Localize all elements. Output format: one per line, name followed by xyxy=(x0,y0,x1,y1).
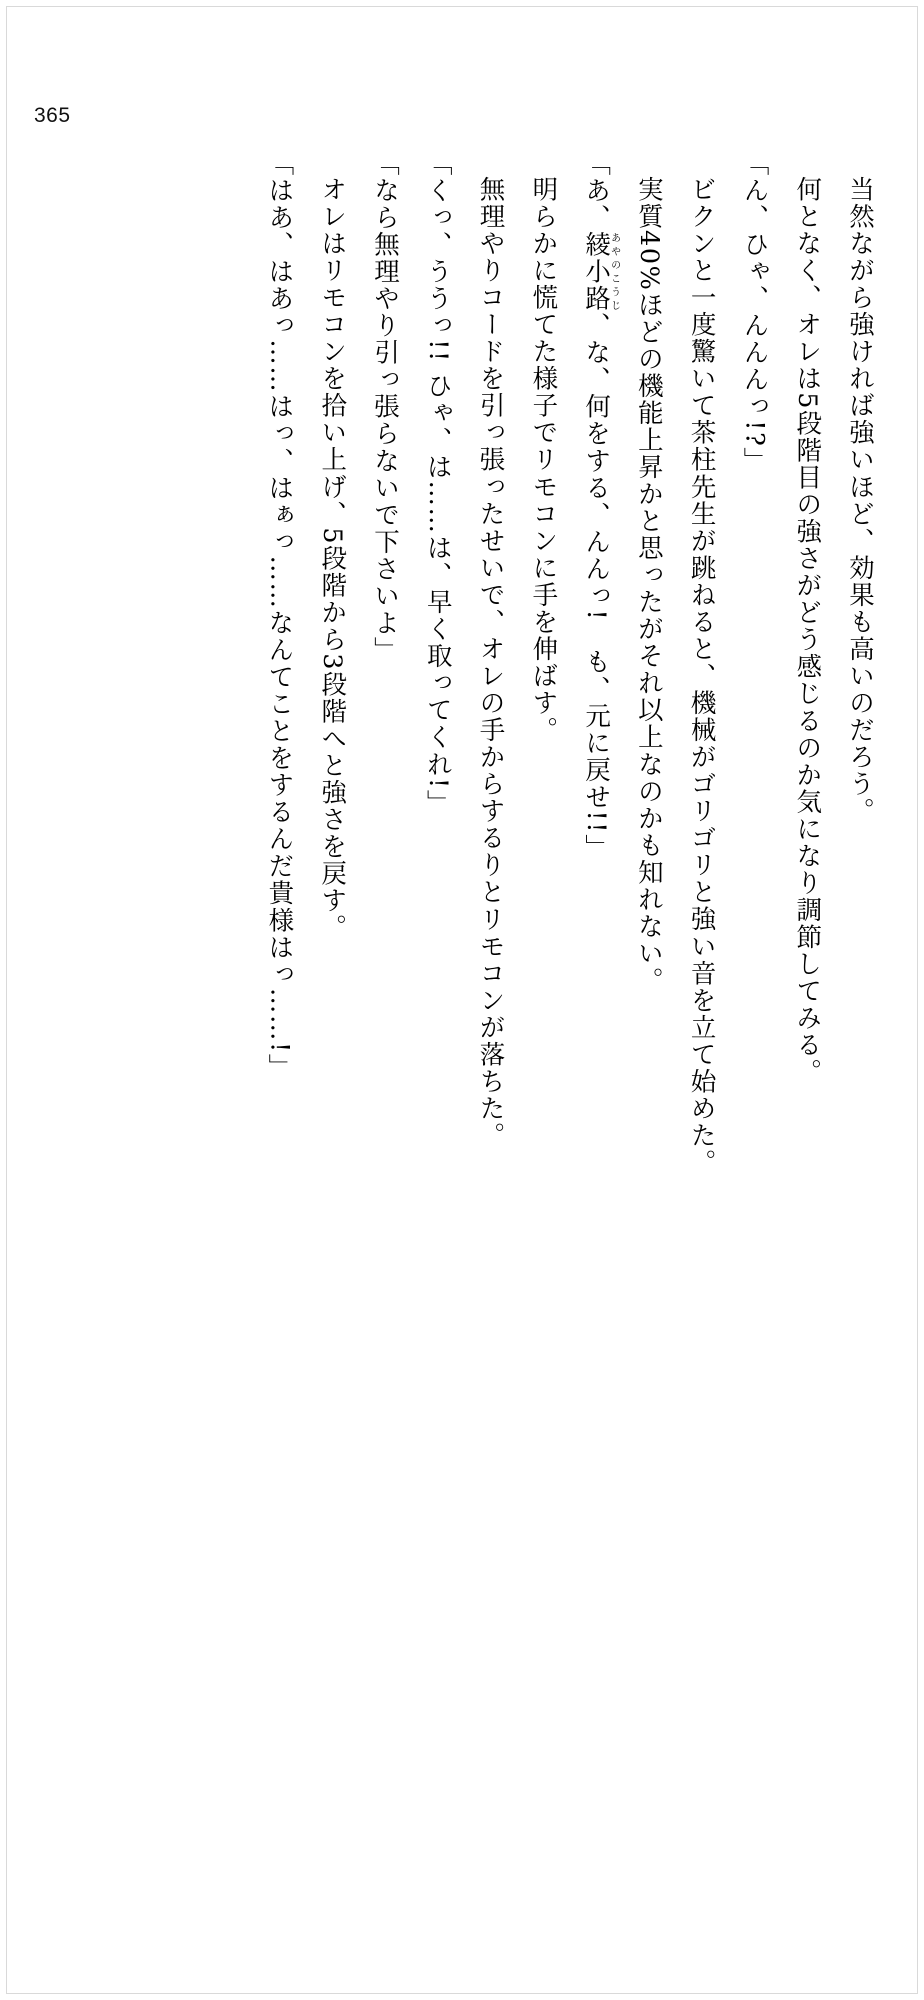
ruby-base: 綾小路 xyxy=(581,231,612,313)
paragraph: 無理やりコードを引っ張ったせいで、オレの手からするりとリモコンが落ちた。 xyxy=(475,175,506,1149)
paragraph: 実質40%ほどの機能上昇かと思ったがそれ以上なのかも知れない。 xyxy=(633,175,664,994)
paragraph: 当然ながら強ければ強いほど、効果も高いのだろう。 xyxy=(845,175,875,825)
paragraph: ビクンと一度驚いて茶柱先生が跳ねると、機械がゴリゴリと強い音を立て始めた。 xyxy=(686,175,717,1176)
dialogue-open: 「あ、 xyxy=(581,150,612,232)
dialogue-line: 「ん、ひゃ、んんんっ!?」 xyxy=(739,150,770,475)
dialogue-line: 「くっ、ううっ!! ひゃ、は……は、早く取ってくれ!」 xyxy=(422,150,453,817)
paragraph: オレはリモコンを拾い上げ、5段階から3段階へと強さを戻す。 xyxy=(317,175,348,941)
page-number: 365 xyxy=(34,104,71,127)
dialogue-line: 「はあ、はあっ……はっ、はぁっ……なんてことをするんだ貴様はっ……!」 xyxy=(264,150,295,1081)
dialogue-line: 「なら無理やり引っ張らないで下さいよ」 xyxy=(369,150,400,664)
paragraph: 何となく、オレは5段階目の強さがどう感じるのか気になり調節してみる。 xyxy=(792,175,823,1086)
paragraph: 明らかに慌てた様子でリモコンに手を伸ばす。 xyxy=(528,175,559,744)
dialogue-rest: 、な、何をする、んんっ! も、元に戻せ!!」 xyxy=(581,312,612,862)
dialogue-line-with-ruby xyxy=(569,150,622,1210)
ruby-name xyxy=(581,231,620,313)
ruby-reading: あやのこうじ xyxy=(608,231,620,313)
body-text-block xyxy=(96,150,886,1210)
